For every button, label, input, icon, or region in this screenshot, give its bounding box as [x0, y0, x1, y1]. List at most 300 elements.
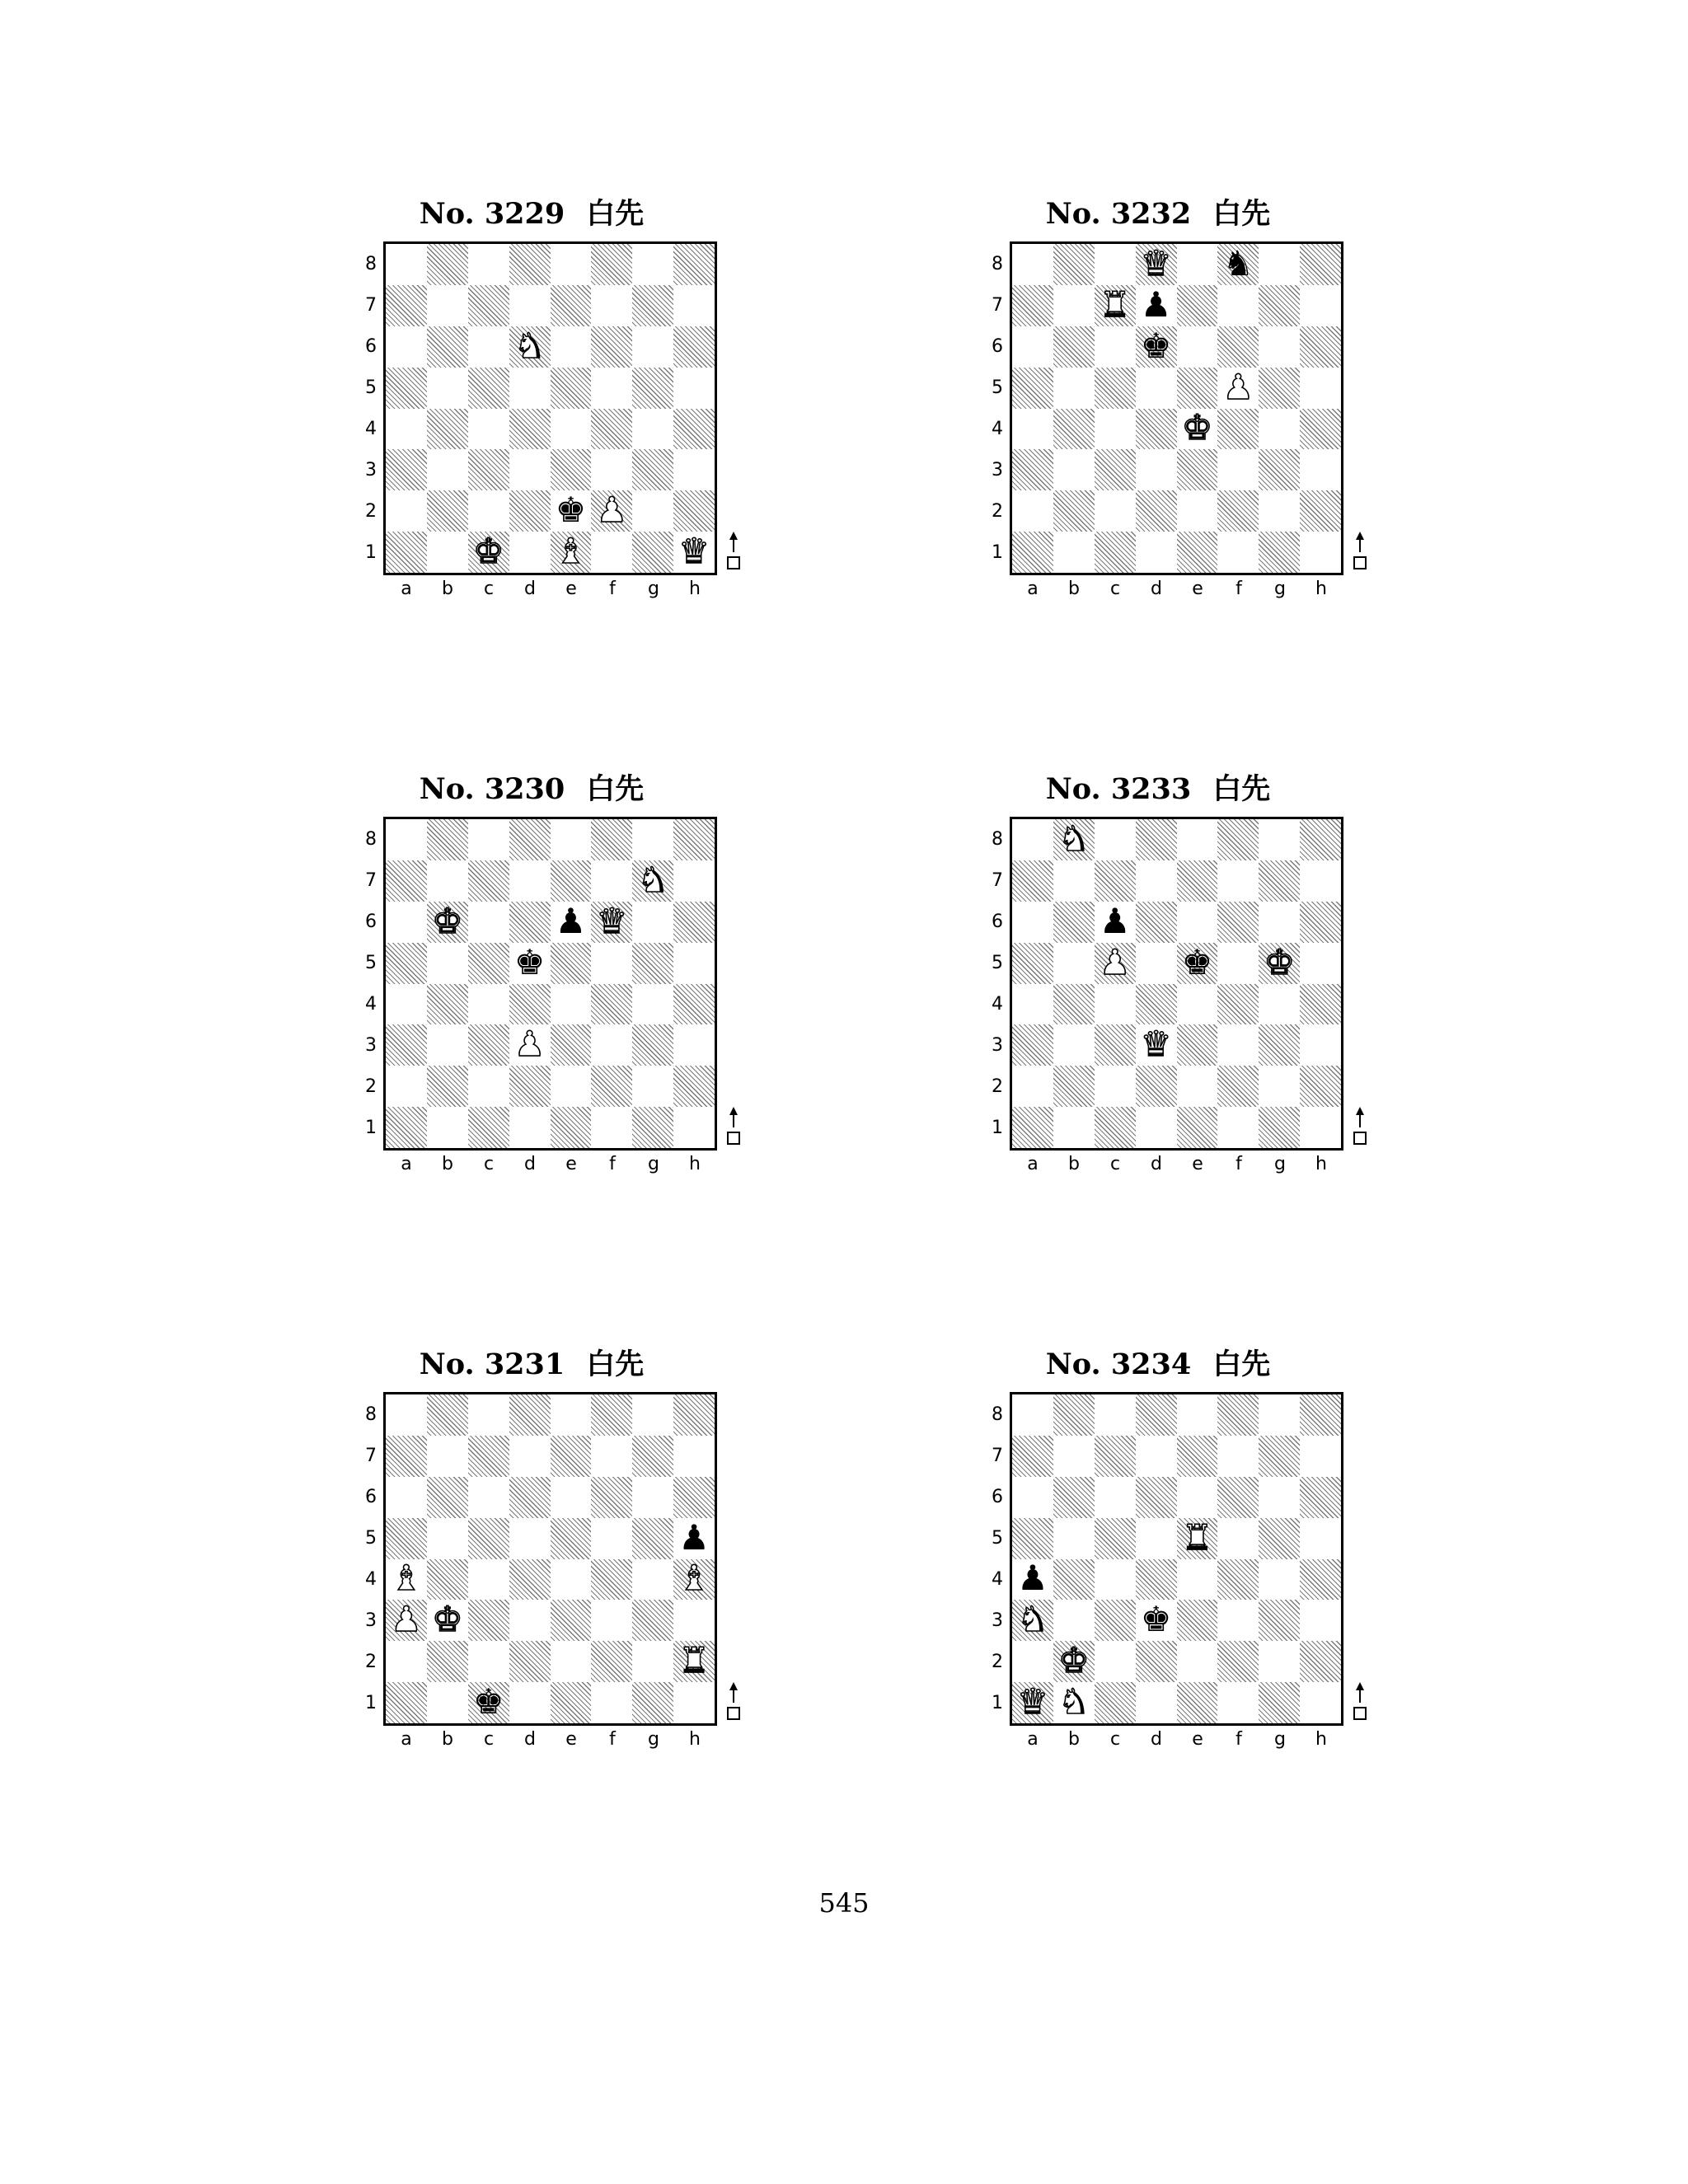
square-g2: [632, 1066, 673, 1107]
rank-label: 6: [365, 912, 377, 932]
square-d4: [509, 984, 551, 1025]
rank-label: 7: [992, 870, 1003, 891]
square-b6: [1053, 902, 1095, 943]
square-d6: [1136, 902, 1177, 943]
square-e2: [1177, 490, 1218, 532]
square-e1: [551, 1682, 592, 1723]
rank-label: 1: [992, 1693, 1003, 1713]
file-label: a: [401, 1729, 412, 1750]
square-c3: [1095, 1600, 1136, 1641]
square-b2: [427, 1641, 468, 1682]
square-a2: [1012, 1066, 1053, 1107]
problem-number: No. 3231: [419, 1347, 565, 1381]
square-a2: [386, 490, 427, 532]
square-b4: [1053, 409, 1095, 450]
file-label: b: [1068, 579, 1080, 599]
white-knight-icon: ♞: [637, 859, 669, 900]
square-c8: [468, 1394, 509, 1436]
square-g8: [1259, 244, 1300, 285]
square-f6: [591, 902, 632, 943]
square-c3: [1095, 1024, 1136, 1066]
square-f4: [591, 984, 632, 1025]
square-g5: [1259, 943, 1300, 984]
square-c5: [1095, 1518, 1136, 1559]
square-h7: [1300, 1436, 1341, 1477]
rank-label: 8: [365, 1404, 377, 1425]
square-d5: [1136, 943, 1177, 984]
square-c4: [468, 409, 509, 450]
square-f4: [591, 409, 632, 450]
square-h4: [673, 409, 715, 450]
square-c5: [468, 1518, 509, 1559]
file-label: d: [524, 1729, 536, 1750]
rank-label: 3: [992, 1035, 1003, 1056]
square-f5: [591, 1518, 632, 1559]
puzzle-title: [944, 190, 1372, 239]
file-label: g: [648, 579, 659, 599]
white-to-move-icon: [725, 530, 742, 571]
square-d3: [1136, 1024, 1177, 1066]
square-g6: [1259, 902, 1300, 943]
square-d2: [1136, 490, 1177, 532]
square-h4: [673, 1559, 715, 1601]
file-label: h: [689, 579, 701, 599]
square-b6: [427, 902, 468, 943]
square-b5: [1053, 943, 1095, 984]
square-f5: [1217, 943, 1259, 984]
rank-label: 6: [365, 336, 377, 357]
file-label: a: [1027, 1154, 1039, 1174]
square-h6: [1300, 902, 1341, 943]
black-king-icon: ♚: [1140, 1599, 1172, 1640]
square-a4: [1012, 1559, 1053, 1601]
white-to-move-icon: [725, 1105, 742, 1146]
square-h2: [1300, 490, 1341, 532]
square-c2: [1095, 490, 1136, 532]
rank-label: 4: [992, 994, 1003, 1015]
square-a8: [386, 1394, 427, 1436]
square-h7: [673, 285, 715, 326]
square-d1: [509, 1107, 551, 1148]
square-d4: [1136, 1559, 1177, 1601]
square-b5: [427, 368, 468, 409]
white-pawn-icon: ♟: [391, 1599, 422, 1640]
square-e5: [1177, 368, 1218, 409]
square-a7: [386, 1436, 427, 1477]
square-b8: [1053, 244, 1095, 285]
square-f8: [1217, 244, 1259, 285]
puzzle-title: [317, 1340, 746, 1390]
file-label: b: [442, 579, 453, 599]
square-g1: [1259, 1107, 1300, 1148]
square-b1: [1053, 1682, 1095, 1723]
black-knight-icon: ♞: [1222, 242, 1254, 284]
square-g1: [632, 532, 673, 573]
square-b2: [427, 1066, 468, 1107]
file-label: e: [1192, 579, 1203, 599]
rank-label: 5: [365, 953, 377, 973]
square-f2: [591, 1066, 632, 1107]
rank-label: 4: [992, 419, 1003, 439]
square-d3: [509, 1600, 551, 1641]
rank-label: 1: [365, 542, 377, 563]
square-a5: [1012, 368, 1053, 409]
square-c8: [468, 819, 509, 860]
problem-caption: 白先: [1212, 197, 1271, 231]
square-a4: [1012, 984, 1053, 1025]
square-a6: [1012, 902, 1053, 943]
square-h8: [1300, 244, 1341, 285]
square-h3: [1300, 1024, 1341, 1066]
square-b3: [427, 1024, 468, 1066]
square-f8: [591, 1394, 632, 1436]
square-h3: [1300, 449, 1341, 490]
square-f7: [1217, 860, 1259, 902]
square-b6: [427, 326, 468, 368]
square-e1: [1177, 532, 1218, 573]
file-label: d: [1151, 1154, 1162, 1174]
problem-number: No. 3229: [419, 197, 565, 231]
square-c7: [468, 860, 509, 902]
square-g2: [1259, 490, 1300, 532]
square-f4: [591, 1559, 632, 1601]
file-label: g: [1274, 1729, 1286, 1750]
square-d8: [509, 1394, 551, 1436]
white-knight-icon: ♞: [1057, 1681, 1090, 1722]
square-e4: [551, 409, 592, 450]
white-knight-icon: ♞: [513, 325, 546, 366]
square-f4: [1217, 409, 1259, 450]
square-f8: [591, 244, 632, 285]
page-number: 545: [818, 1887, 870, 1919]
rank-label: 3: [992, 1610, 1003, 1631]
square-f3: [591, 449, 632, 490]
square-d1: [509, 1682, 551, 1723]
file-label: d: [524, 579, 536, 599]
square-d6: [509, 326, 551, 368]
square-c8: [1095, 819, 1136, 860]
chess-board: [383, 241, 717, 575]
square-d3: [1136, 1600, 1177, 1641]
square-e7: [1177, 860, 1218, 902]
square-e7: [551, 1436, 592, 1477]
square-f5: [591, 943, 632, 984]
square-h2: [1300, 1066, 1341, 1107]
square-d1: [1136, 1682, 1177, 1723]
square-g4: [1259, 984, 1300, 1025]
square-g6: [1259, 326, 1300, 368]
puzzle-3232: [944, 190, 1372, 651]
puzzle-title: [944, 765, 1372, 814]
square-a8: [386, 244, 427, 285]
square-c5: [1095, 943, 1136, 984]
square-e2: [551, 1641, 592, 1682]
square-g4: [1259, 1559, 1300, 1601]
square-d6: [1136, 326, 1177, 368]
square-a3: [386, 449, 427, 490]
square-e3: [551, 1024, 592, 1066]
square-g7: [1259, 860, 1300, 902]
square-a6: [1012, 1477, 1053, 1518]
square-c7: [1095, 860, 1136, 902]
square-a7: [1012, 860, 1053, 902]
square-c5: [468, 368, 509, 409]
square-h2: [673, 1066, 715, 1107]
square-c4: [468, 984, 509, 1025]
square-g8: [1259, 1394, 1300, 1436]
square-g4: [632, 409, 673, 450]
square-f3: [1217, 1600, 1259, 1641]
square-g7: [632, 1436, 673, 1477]
white-king-icon: ♚: [472, 531, 504, 572]
problem-caption: 白先: [1212, 772, 1271, 806]
square-b2: [427, 490, 468, 532]
square-b4: [427, 409, 468, 450]
file-label: d: [1151, 579, 1162, 599]
square-d6: [509, 1477, 551, 1518]
rank-label: 7: [365, 295, 377, 316]
black-king-icon: ♚: [472, 1681, 504, 1722]
square-b6: [1053, 1477, 1095, 1518]
square-e8: [1177, 819, 1218, 860]
chess-board: [1010, 1392, 1343, 1726]
white-king-icon: ♚: [431, 900, 463, 941]
square-b3: [427, 449, 468, 490]
square-e6: [551, 902, 592, 943]
square-f2: [1217, 490, 1259, 532]
rank-label: 8: [992, 829, 1003, 850]
white-pawn-icon: ♟: [1222, 366, 1254, 407]
square-a4: [386, 409, 427, 450]
square-g3: [632, 1600, 673, 1641]
white-knight-icon: ♞: [1057, 818, 1090, 859]
square-g4: [1259, 409, 1300, 450]
white-queen-icon: ♛: [1140, 1024, 1172, 1065]
square-f7: [1217, 285, 1259, 326]
square-d6: [509, 902, 551, 943]
puzzle-3231: [317, 1340, 746, 1802]
square-f6: [1217, 326, 1259, 368]
square-c7: [1095, 285, 1136, 326]
square-d8: [1136, 1394, 1177, 1436]
square-a7: [386, 860, 427, 902]
square-b6: [1053, 326, 1095, 368]
square-e2: [1177, 1641, 1218, 1682]
rank-label: 8: [365, 829, 377, 850]
square-a6: [386, 326, 427, 368]
square-g8: [1259, 819, 1300, 860]
square-h8: [673, 244, 715, 285]
square-h3: [1300, 1600, 1341, 1641]
square-b3: [1053, 449, 1095, 490]
square-h5: [673, 368, 715, 409]
square-d5: [509, 943, 551, 984]
problem-caption: 白先: [586, 1347, 645, 1381]
square-h1: [1300, 532, 1341, 573]
square-h5: [673, 1518, 715, 1559]
puzzle-3234: [944, 1340, 1372, 1802]
square-b8: [427, 1394, 468, 1436]
square-d5: [509, 368, 551, 409]
square-g3: [1259, 449, 1300, 490]
white-rook-icon: ♜: [1099, 284, 1131, 325]
white-king-icon: ♚: [1181, 407, 1213, 448]
square-d3: [509, 449, 551, 490]
square-f5: [1217, 368, 1259, 409]
white-knight-icon: ♞: [1017, 1599, 1048, 1640]
square-f7: [591, 1436, 632, 1477]
square-c3: [468, 1024, 509, 1066]
square-g2: [632, 490, 673, 532]
square-h6: [673, 1477, 715, 1518]
square-f1: [1217, 1107, 1259, 1148]
square-g3: [632, 449, 673, 490]
problem-caption: 白先: [586, 772, 645, 806]
square-a7: [1012, 285, 1053, 326]
square-f1: [1217, 532, 1259, 573]
square-a8: [1012, 1394, 1053, 1436]
file-label: a: [1027, 579, 1039, 599]
rank-label: 4: [365, 1569, 377, 1590]
square-g2: [1259, 1641, 1300, 1682]
square-g8: [632, 244, 673, 285]
square-h1: [1300, 1682, 1341, 1723]
square-a5: [386, 368, 427, 409]
black-pawn-icon: ♟: [1017, 1558, 1048, 1599]
square-h6: [1300, 1477, 1341, 1518]
square-b7: [1053, 285, 1095, 326]
square-f7: [1217, 1436, 1259, 1477]
square-f2: [591, 1641, 632, 1682]
square-f6: [591, 1477, 632, 1518]
square-a4: [386, 984, 427, 1025]
square-h6: [673, 902, 715, 943]
white-to-move-icon: [1352, 530, 1368, 571]
square-h1: [673, 1107, 715, 1148]
file-label: g: [648, 1729, 659, 1750]
rank-label: 4: [365, 994, 377, 1015]
square-e8: [551, 1394, 592, 1436]
white-bishop-icon: ♝: [555, 531, 587, 572]
file-label: e: [1192, 1729, 1203, 1750]
file-label: e: [565, 1729, 577, 1750]
rank-label: 5: [992, 1528, 1003, 1549]
white-pawn-icon: ♟: [1099, 941, 1131, 982]
square-e6: [551, 1477, 592, 1518]
square-h7: [673, 1436, 715, 1477]
square-e1: [551, 1107, 592, 1148]
square-c6: [1095, 902, 1136, 943]
square-g5: [632, 943, 673, 984]
square-e1: [1177, 1107, 1218, 1148]
square-a3: [386, 1600, 427, 1641]
square-f1: [591, 1682, 632, 1723]
puzzle-3233: [944, 765, 1372, 1226]
white-rook-icon: ♜: [678, 1640, 710, 1681]
square-e2: [551, 490, 592, 532]
square-d7: [509, 285, 551, 326]
file-label: f: [609, 1154, 616, 1174]
square-f2: [591, 490, 632, 532]
file-label: g: [648, 1154, 659, 1174]
square-g4: [632, 1559, 673, 1601]
rank-label: 7: [992, 295, 1003, 316]
black-pawn-icon: ♟: [555, 900, 587, 941]
square-b1: [427, 1682, 468, 1723]
square-e6: [1177, 326, 1218, 368]
square-a1: [1012, 1107, 1053, 1148]
file-label: h: [1315, 1729, 1327, 1750]
square-b8: [427, 244, 468, 285]
square-f5: [1217, 1518, 1259, 1559]
square-f3: [591, 1600, 632, 1641]
file-label: h: [689, 1729, 701, 1750]
square-c1: [1095, 532, 1136, 573]
square-a6: [1012, 326, 1053, 368]
square-h2: [673, 490, 715, 532]
square-f1: [591, 1107, 632, 1148]
square-d5: [509, 1518, 551, 1559]
square-b8: [1053, 1394, 1095, 1436]
square-e7: [1177, 1436, 1218, 1477]
chess-board: [383, 1392, 717, 1726]
square-d7: [1136, 1436, 1177, 1477]
white-bishop-icon: ♝: [391, 1558, 422, 1599]
square-b4: [427, 1559, 468, 1601]
square-a2: [1012, 1641, 1053, 1682]
file-label: a: [401, 1154, 412, 1174]
rank-label: 1: [365, 1118, 377, 1138]
puzzle-3229: [317, 190, 746, 651]
rank-label: 3: [992, 460, 1003, 480]
file-label: c: [1109, 1154, 1121, 1174]
square-f8: [1217, 819, 1259, 860]
square-h8: [1300, 819, 1341, 860]
square-d7: [509, 860, 551, 902]
square-d1: [509, 532, 551, 573]
white-queen-icon: ♛: [596, 900, 628, 941]
square-h7: [673, 860, 715, 902]
square-b7: [427, 860, 468, 902]
square-d2: [1136, 1641, 1177, 1682]
square-h1: [673, 1682, 715, 1723]
square-e7: [551, 285, 592, 326]
black-king-icon: ♚: [1140, 325, 1172, 366]
file-label: c: [483, 1154, 495, 1174]
square-d8: [1136, 244, 1177, 285]
square-f5: [591, 368, 632, 409]
square-g3: [1259, 1600, 1300, 1641]
rank-label: 5: [992, 377, 1003, 398]
square-b3: [427, 1600, 468, 1641]
puzzle-title: [317, 765, 746, 814]
square-e7: [1177, 285, 1218, 326]
square-g6: [632, 326, 673, 368]
problem-number: No. 3234: [1045, 1347, 1192, 1381]
white-king-icon: ♚: [1057, 1640, 1090, 1681]
rank-label: 6: [992, 336, 1003, 357]
square-f4: [1217, 1559, 1259, 1601]
square-e1: [1177, 1682, 1218, 1723]
file-label: f: [609, 579, 616, 599]
square-c2: [1095, 1641, 1136, 1682]
rank-label: 3: [365, 1035, 377, 1056]
square-d5: [1136, 368, 1177, 409]
square-c8: [1095, 244, 1136, 285]
square-g2: [1259, 1066, 1300, 1107]
square-e8: [1177, 1394, 1218, 1436]
problem-caption: 白先: [1212, 1347, 1271, 1381]
